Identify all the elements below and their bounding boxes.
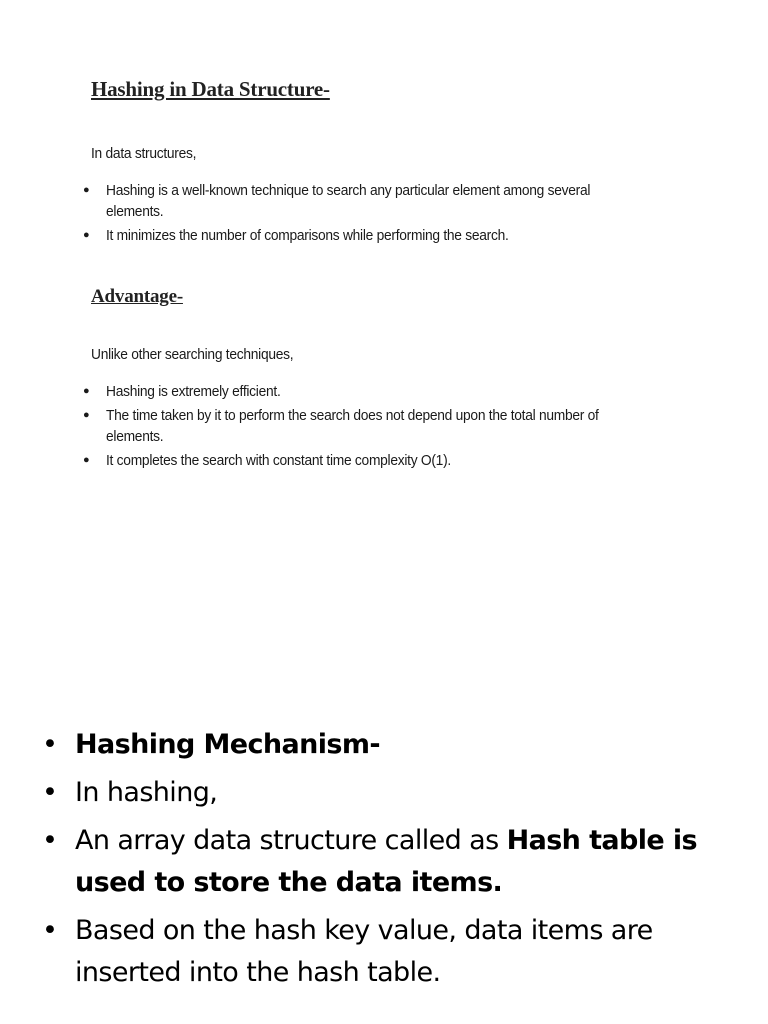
scan-list-item: [80, 405, 720, 447]
slide-bullet-hash-key: [42, 910, 732, 994]
scan-list-item-text: It minimizes the number of comparisons while performing the search.: [106, 227, 509, 244]
bullet-dot-icon: •: [42, 825, 58, 856]
scan-list-item-text: Hashing is extremely efficient.: [106, 383, 281, 400]
slide-bullet-text: An array data structure called as: [75, 825, 507, 856]
bullet-dot-icon: ●: [83, 385, 90, 397]
scan-list-item-text: Hashing is a well-known technique to search any particular element among several elements.: [106, 182, 591, 220]
scan-list-item: [80, 381, 720, 402]
scan-list-item: [80, 225, 720, 246]
scan-list-item: [80, 180, 720, 222]
scan-heading-hashing: Hashing in Data Structure-: [91, 77, 330, 101]
bullet-dot-icon: ●: [83, 184, 90, 196]
scan-list-item-text: The time taken by it to perform the search does not depend upon the total number of elements.: [106, 407, 599, 445]
bullet-dot-icon: ●: [83, 409, 90, 421]
slide-bullet-list: [42, 724, 732, 1000]
scan-intro-unlike: Unlike other searching techniques,: [91, 346, 294, 363]
bullet-dot-icon: •: [42, 915, 58, 946]
scan-intro-data-structures: In data structures,: [91, 145, 197, 162]
slide-bullet-hash-table: [42, 820, 732, 904]
slide-bullet-text: In hashing,: [75, 777, 218, 808]
scan-list-advantages: [80, 381, 720, 474]
scan-list-item-text: It completes the search with constant time complexity O(1).: [106, 452, 451, 469]
slide-bullet-bold-text: Hash table is used to store the data items.: [75, 825, 698, 898]
slide-bullet-text: Hashing Mechanism-: [75, 729, 381, 760]
slide-bullet-hashing-mechanism: [42, 724, 732, 766]
bullet-dot-icon: •: [42, 777, 58, 808]
scan-list-item: [80, 450, 720, 471]
scan-heading-advantage: Advantage-: [91, 286, 183, 307]
slide-bullet-in-hashing: [42, 772, 732, 814]
bullet-dot-icon: ●: [83, 454, 90, 466]
bullet-dot-icon: •: [42, 729, 58, 760]
scan-list-definition: [80, 180, 720, 249]
slide-bullet-text: Based on the hash key value, data items are inserted into the hash table.: [75, 915, 653, 988]
bullet-dot-icon: ●: [83, 229, 90, 241]
